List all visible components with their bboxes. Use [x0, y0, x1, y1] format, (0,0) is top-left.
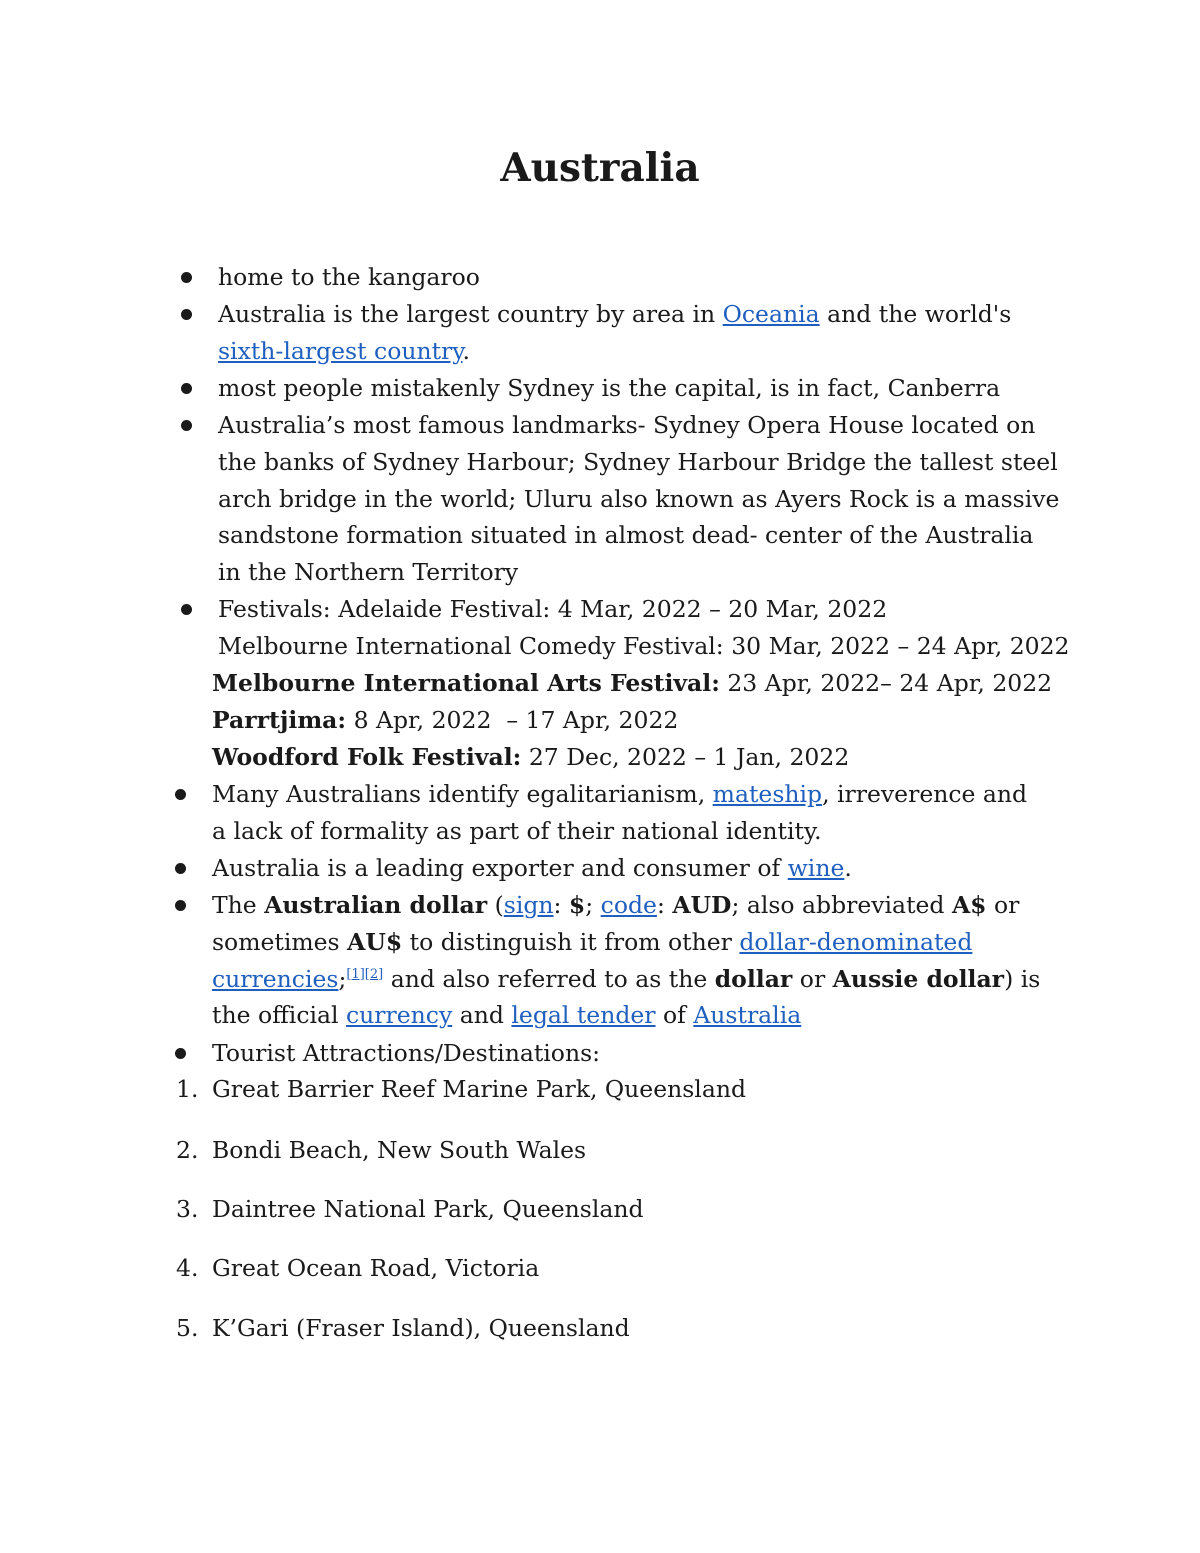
- list-item-text: [212, 850, 1067, 887]
- text-run: (: [487, 891, 504, 919]
- bullet-icon: [181, 591, 192, 615]
- festival-name: Parrtjima:: [212, 706, 347, 734]
- festival-dates: 8 Apr, 2022 – 17 Apr, 2022: [346, 706, 679, 734]
- destination-text: K’Gari (Fraser Island), Queensland: [212, 1314, 630, 1342]
- festival-line: Melbourne International Comedy Festival: 30 Mar, 2022 – 24 Apr, 2022: [218, 632, 1070, 660]
- text-run: Australia is the largest country by area in: [218, 300, 723, 328]
- bullet-icon: [181, 407, 192, 431]
- link-mateship[interactable]: mateship: [712, 780, 823, 808]
- list-item-text: [212, 887, 1067, 1034]
- destination-text: Daintree National Park, Queensland: [212, 1195, 644, 1223]
- list-item-text: [218, 296, 1063, 370]
- link-oceania[interactable]: Oceania: [722, 300, 820, 328]
- list-item-text: Tourist Attractions/Destinations:: [212, 1039, 601, 1067]
- bullet-icon: [181, 259, 192, 283]
- text-run: and the world's: [819, 300, 1012, 328]
- link-australia[interactable]: Australia: [693, 1001, 802, 1030]
- text-run: or sometimes: [212, 891, 1020, 956]
- list-number: 3.: [176, 1195, 199, 1223]
- list-number: 1.: [176, 1075, 199, 1103]
- text-run: Many Australians identify egalitarianism,: [212, 780, 713, 808]
- bold-run: A$: [951, 891, 987, 919]
- text-run: ; also abbreviated: [731, 891, 952, 919]
- link-currency[interactable]: currency: [346, 1001, 453, 1030]
- festival-line: Festivals: Adelaide Festival: 4 Mar, 2022 – 20 Mar, 2022: [218, 595, 888, 623]
- festival-line: [212, 739, 1112, 776]
- link-wine[interactable]: wine: [787, 854, 845, 882]
- link-dollar-denominated-currencies[interactable]: dollar-denominated currencies: [212, 927, 973, 993]
- festival-dates: 23 Apr, 2022– 24 Apr, 2022: [719, 669, 1053, 697]
- text-run: ) is the official: [212, 964, 1041, 1030]
- text-run: Australia is a leading exporter and consumer of: [212, 854, 788, 882]
- link-code[interactable]: code: [600, 891, 657, 919]
- bullet-icon: [175, 1035, 186, 1059]
- link-sign[interactable]: sign: [503, 891, 554, 919]
- destination-text: Great Ocean Road, Victoria: [212, 1254, 540, 1282]
- destination-text: Great Barrier Reef Marine Park, Queensland: [212, 1075, 747, 1103]
- bold-run: $: [568, 891, 586, 919]
- text-run: :: [553, 891, 569, 919]
- text-run: The: [212, 891, 265, 919]
- bullet-icon: [181, 370, 192, 394]
- text-run: ;: [338, 964, 347, 993]
- text-run: , irreverence and a lack of formality as part of their national identity.: [212, 780, 1028, 845]
- list-item-text: most people mistakenly Sydney is the capital, is in fact, Canberra: [218, 374, 1001, 402]
- bullet-icon: [181, 296, 192, 320]
- text-run: or: [792, 964, 833, 993]
- text-run: :: [656, 891, 673, 919]
- text-run: .: [844, 854, 852, 882]
- link-legal-tender[interactable]: legal tender: [511, 1001, 656, 1030]
- destination-text: Bondi Beach, New South Wales: [212, 1136, 587, 1164]
- festival-line: [212, 665, 1112, 702]
- bold-run: Australian dollar: [264, 891, 488, 919]
- list-number: 5.: [176, 1314, 199, 1342]
- text-run: and: [452, 1001, 512, 1030]
- festival-name: Melbourne International Arts Festival:: [212, 669, 720, 697]
- list-item-text: Australia’s most famous landmarks- Sydney Opera House located on the banks of Sydney Harbour; Sydney Harbour Bridge the tallest steel arch bridge in the world; Uluru also known as Ayers Rock is a massive sandstone formation situated in almost dead- center of the Australia in the Northern Territory: [218, 411, 1060, 587]
- list-number: 2.: [176, 1136, 199, 1164]
- text-run: ;: [585, 891, 601, 919]
- citation-link[interactable]: [1][2]: [346, 966, 384, 982]
- bullet-icon: [175, 887, 186, 911]
- text-run: and also referred to as the: [383, 964, 715, 993]
- list-item-text: [212, 776, 1042, 850]
- text-run: to distinguish it from other: [402, 927, 740, 956]
- festival-dates: 27 Dec, 2022 – 1 Jan, 2022: [521, 743, 850, 771]
- bullet-icon: [175, 776, 186, 800]
- bold-run: AUD: [672, 891, 732, 919]
- festival-line: [212, 702, 1112, 739]
- bold-run: Aussie dollar: [832, 964, 1005, 993]
- text-run: of: [655, 1001, 694, 1030]
- bullet-icon: [175, 850, 186, 874]
- list-item-text: home to the kangaroo: [218, 263, 480, 291]
- festival-name: Woodford Folk Festival:: [212, 743, 522, 771]
- link-sixth-largest-country[interactable]: sixth-largest country: [218, 336, 463, 365]
- document-title: Australia: [500, 145, 700, 191]
- bold-run: AU$: [347, 927, 403, 956]
- text-run: .: [462, 336, 470, 365]
- list-number: 4.: [176, 1254, 199, 1282]
- bold-run: dollar: [714, 964, 793, 993]
